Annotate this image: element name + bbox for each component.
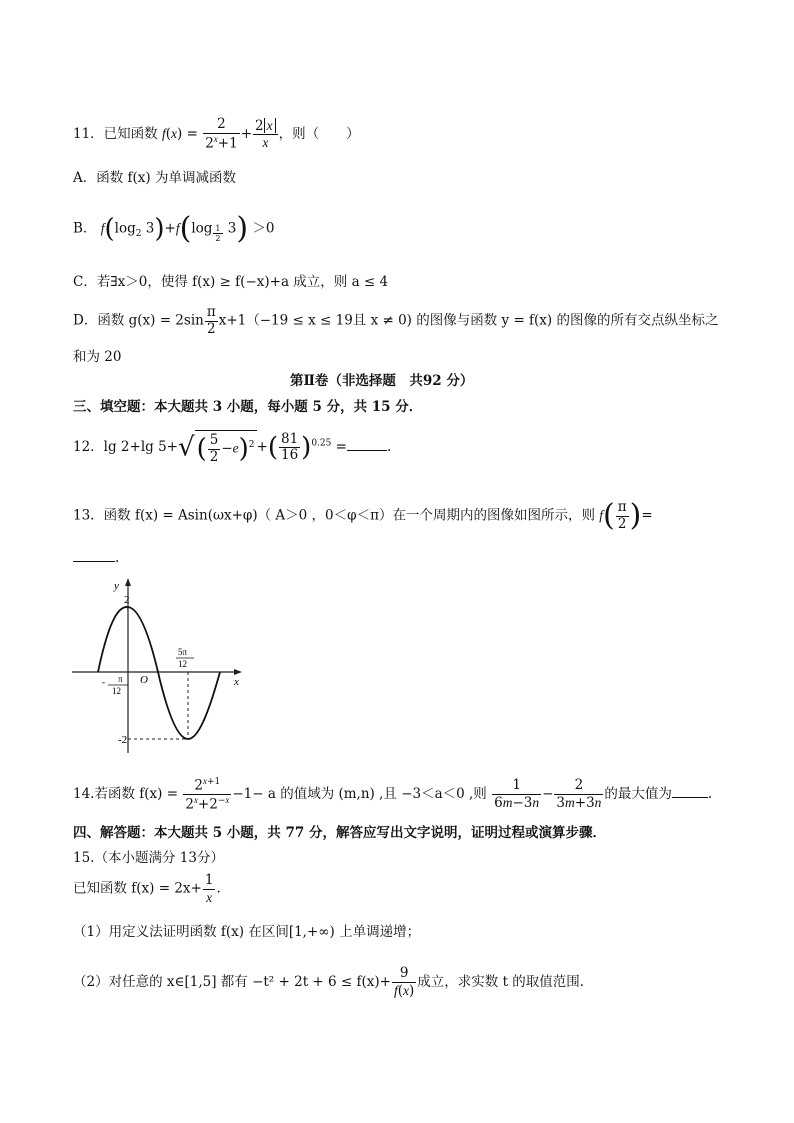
q11-option-d-line2: 和为 20 — [73, 349, 122, 365]
q13-text: 13．函数 f(x) = Asin(ωx+φ)（ A＞0 ，0＜φ＜π）在一个周期内的图像如图所示，则 — [73, 507, 595, 524]
q14-dot: . — [707, 786, 713, 803]
q15-part2: （2）对任意的 x∈[1,5] 都有 −t² + 2t + 6 ≤ f(x)+ $\frac{9}{f(x)}$ 成立，求实数 t 的取值范围. — [73, 965, 585, 999]
q14-answer-blank[interactable] — [672, 797, 708, 798]
q11-prefix: 11．已知函数 — [73, 125, 158, 142]
left-tick-den: 12 — [112, 686, 121, 696]
q13-answer — [73, 552, 119, 566]
x-label: x — [234, 676, 239, 688]
q15-part2-prefix: （2）对任意的 x∈[1,5] 都有 −t² + 2t + 6 ≤ f(x)+ — [73, 974, 391, 991]
section3-title: 三、填空题：本大题共 3 小题，每小题 5 分，共 15 分． — [73, 399, 423, 415]
y-label: y — [114, 580, 119, 592]
origin-label: O — [140, 674, 148, 686]
q11-frac1: $\frac{2}{2^x+1}$ — [205, 116, 238, 152]
q11-option-d-suffix: x+1（−19 ≤ x ≤ 19且 x ≠ 0) 的图像与函数 y = f(x) 的图像的所有交点纵坐标之 — [218, 312, 719, 329]
q11-suffix: ，则（ ） — [278, 125, 360, 142]
q12-suffix: = — [331, 439, 347, 456]
q11-line: 11．已知函数 f(x) = $\frac{2}{2^x+1}$ + $\frac{2 x}{x}$ ，则（ ） — [73, 116, 360, 152]
right-tick-den: 12 — [178, 659, 187, 669]
q15-part1: （1）用定义法证明函数 f(x) 在区间[1,+∞) 上单调递增； — [73, 924, 421, 940]
section4-title: 四、解答题：本大题共 5 小题，共 77 分，解答应写出文字说明，证明过程或演算步骤． — [73, 825, 606, 841]
q12-answer-blank[interactable] — [347, 450, 387, 451]
part2-title: 第Ⅱ卷（非选择题 共92 分） — [290, 373, 474, 389]
left-tick-num: π — [118, 674, 123, 684]
q14-mid: −1− a 的值域为 (m,n) ,且 −3＜a＜0 ,则 — [232, 786, 487, 803]
q15-part2-suffix: 成立，求实数 t 的取值范围. — [417, 974, 585, 991]
q15-head: 15.（本小题满分 13分） — [73, 850, 224, 866]
max-label: 2 — [124, 594, 130, 606]
q13-end: . — [115, 550, 120, 566]
q14-prefix: 14.若函数 f(x) = — [73, 786, 179, 803]
q13-line: 13．函数 f(x) = Asin(ωx+φ)（ A＞0 ，0＜φ＜π）在一个周期内的图像如图所示，则 f( $\frac{\pi}{2}$ )= — [73, 498, 653, 534]
q11-option-b: B． $f(\log_2$ 3)+f(log $_{\frac{1}{2}}$ 3) ＞0 — [73, 211, 275, 246]
min-label: -2 — [118, 734, 128, 746]
q11-option-d: D．函数 g(x) = 2sin $\frac{\pi}{2}$ x+1（−19 ≤ x ≤ 19且 x ≠ 0) 的图像与函数 y = f(x) 的图像的所有交点纵坐标之 — [73, 304, 719, 337]
q12-exponent: 0.25 — [311, 438, 332, 449]
q12-prefix: 12．lg 2+lg 5+ — [73, 439, 178, 456]
svg-text:-: - — [102, 677, 105, 687]
q15-given-prefix: 已知函数 f(x) = 2x+ — [73, 880, 202, 897]
q13-eq: = — [641, 507, 653, 524]
q12-line: 12．lg 2+lg 5+√( $\frac{5}{2}$ −e)$^2$ +( $\frac{81}{16}$ )$^{0.25}$ = . — [73, 430, 392, 465]
q11-frac2: $\frac{2 x}{x}$ — [253, 118, 278, 151]
sqrt-symbol: √( $\frac{5}{2}$ −e)$^2$ — [177, 432, 255, 465]
q11-option-d-prefix: D．函数 g(x) = 2sin — [73, 312, 204, 329]
q14-line: 14.若函数 f(x) = $\frac{2^{x+1}}{2^x+2^{-x}}$ −1− a 的值域为 (m,n) ,且 −3＜a＜0 ,则 $\frac{1}{6m-3n}$ − $\frac{2}{3m+3n}$ 的最大值为 . — [73, 776, 713, 813]
q11-option-b-label: B． — [73, 220, 97, 237]
q14-end: 的最大值为 — [604, 786, 672, 803]
q15-given: 已知函数 f(x) = 2x+ $\frac{1}{x}$ . — [73, 872, 221, 905]
sine-graph — [70, 575, 250, 755]
q13-answer-blank[interactable] — [73, 561, 115, 562]
right-tick-num: 5π — [178, 647, 188, 657]
q11-option-c: C．若∃x＞0，使得 f(x) ≥ f(−x)+a 成立，则 a ≤ 4 — [73, 274, 389, 290]
q11-option-a: A．函数 f(x) 为单调减函数 — [73, 170, 236, 186]
